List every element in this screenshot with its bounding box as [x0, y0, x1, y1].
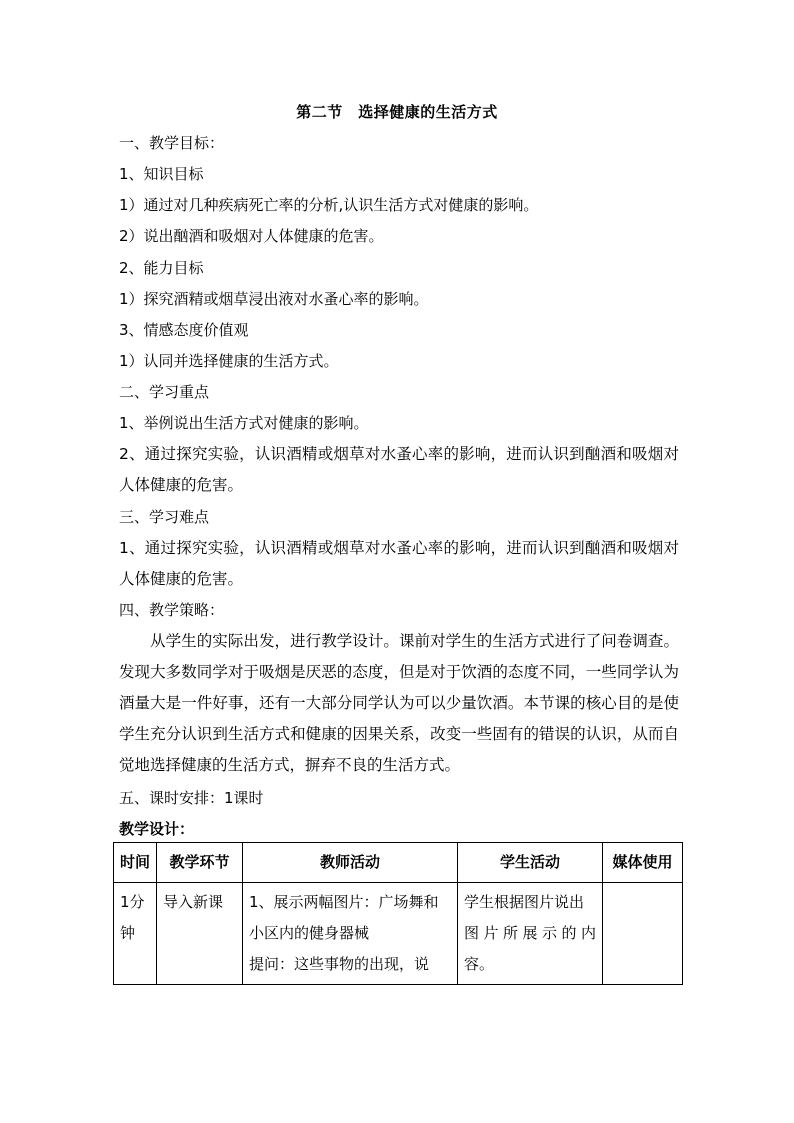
student-line-3: 容。 — [464, 955, 495, 973]
header-media: 媒体使用 — [603, 843, 683, 883]
focus-heading: 二、学习重点 — [119, 383, 210, 401]
focus-item-2: 2、通过探究实验，认识酒精或烟草对水蚤心率的影响，进而认识到酗酒和吸烟对人体健康的危害。 — [119, 445, 679, 494]
cell-student — [458, 883, 603, 985]
ability-item-1: 1）探究酒精或烟草浸出液对水蚤心率的影响。 — [119, 290, 429, 308]
teaching-design-table — [113, 842, 683, 985]
focus-item-1: 1、举例说出生活方式对健康的影响。 — [119, 414, 369, 432]
page-title: 第二节 选择健康的生活方式 — [296, 103, 498, 121]
difficulty-heading: 三、学习难点 — [119, 508, 210, 526]
ability-heading: 2、能力目标 — [119, 259, 204, 277]
table-header-row — [114, 843, 683, 883]
table-row — [114, 883, 683, 985]
strategy-paragraph — [119, 626, 679, 781]
header-teacher: 教师活动 — [243, 843, 458, 883]
knowledge-item-1: 1）通过对几种疾病死亡率的分析,认识生活方式对健康的影响。 — [119, 196, 539, 214]
knowledge-item-2: 2）说出酗酒和吸烟对人体健康的危害。 — [119, 227, 384, 245]
difficulty-item-1: 1、通过探究实验，认识酒精或烟草对水蚤心率的影响，进而认识到酗酒和吸烟对人体健康的危害。 — [119, 539, 679, 588]
header-student: 学生活动 — [458, 843, 603, 883]
teacher-line-1: 1、展示两幅图片：广场舞和 — [249, 893, 439, 911]
teacher-line-3: 提问：这些事物的出现，说 — [249, 955, 430, 973]
design-heading: 教学设计： — [119, 820, 195, 838]
cell-stage: 导入新课 — [157, 883, 243, 985]
strategy-text: 从学生的实际出发，进行教学设计。课前对学生的生活方式进行了问卷调查。发现大多数同学对于吸烟是厌恶的态度，但是对于饮酒的态度不同，一些同学认为酒量大是一件好事，还有一大部分同学认为可以少量饮酒。本节课的核心目的是使学生充分认识到生活方式和健康的因果关系，改变一些固有的错误的认识，从而自觉地选择健康的生活方式，摒弃不良的生活方式。 — [119, 632, 679, 774]
header-stage: 教学环节 — [157, 843, 243, 883]
cell-media — [603, 883, 683, 985]
student-line-1: 学生根据图片说出 — [464, 893, 585, 911]
schedule-line: 五、课时安排：1课时 — [119, 789, 264, 807]
attitude-item-1: 1）认同并选择健康的生活方式。 — [119, 352, 339, 370]
cell-teacher — [243, 883, 458, 985]
strategy-heading: 四、教学策略： — [119, 601, 225, 619]
objectives-heading: 一、教学目标： — [119, 134, 225, 152]
attitude-heading: 3、情感态度价值观 — [119, 321, 249, 339]
cell-time: 1分钟 — [114, 883, 157, 985]
knowledge-heading: 1、知识目标 — [119, 165, 204, 183]
student-line-2: 图片所展示的内 — [464, 924, 596, 942]
teacher-line-2: 小区内的健身器械 — [249, 924, 370, 942]
header-time: 时间 — [114, 843, 157, 883]
